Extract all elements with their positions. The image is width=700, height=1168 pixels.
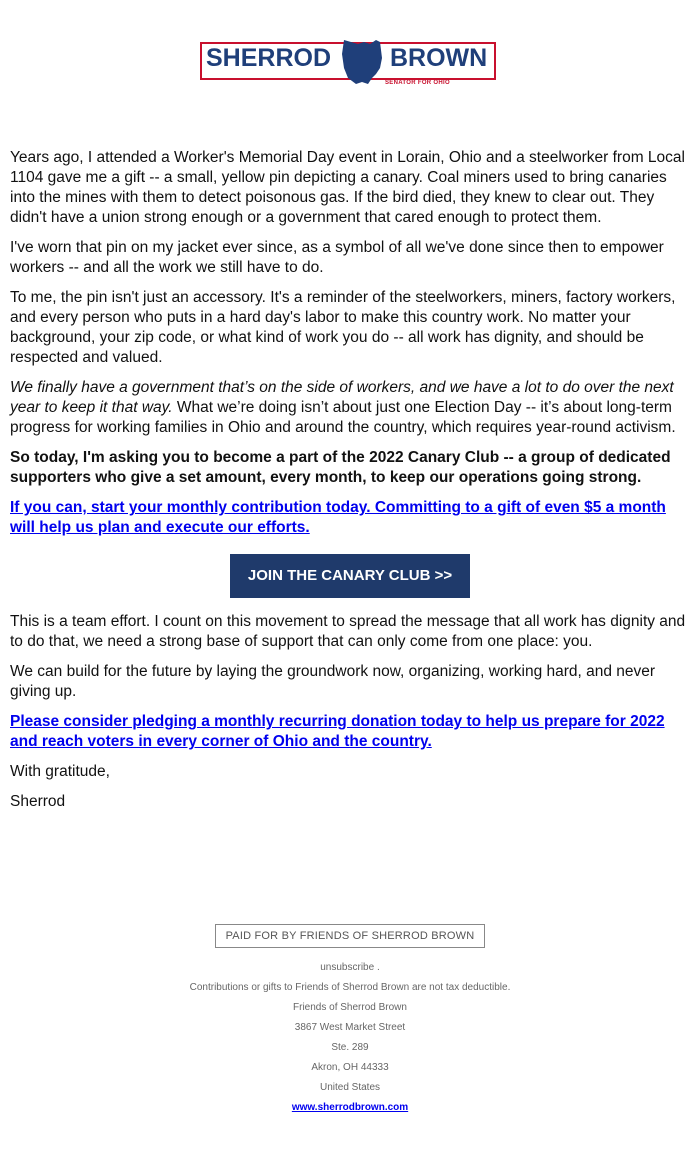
message-content	[10, 148, 690, 822]
logo-subtitle: SENATOR FOR OHIO	[385, 80, 450, 86]
paragraph-7: We can build for the future by laying the groundwork now, organizing, working hard, and never giving up.	[10, 663, 656, 700]
paragraph-4-rest: What we’re doing isn’t about just one Election Day -- it’s about long-term progress for working families in Ohio and around the country, which requires year-round activism.	[10, 399, 676, 436]
logo-last-name: BROWN	[390, 44, 488, 72]
signoff: With gratitude,	[10, 763, 110, 780]
tax-disclaimer: Contributions or gifts to Friends of Sherrod Brown are not tax deductible.	[189, 982, 511, 993]
pledge-donation-link[interactable]: Please consider pledging a monthly recurring donation today to help us prepare for 2022 and reach voters in every corner of Ohio and the country.	[10, 713, 665, 750]
paragraph-1: Years ago, I attended a Worker's Memorial Day event in Lorain, Ohio and a steelworker from Local 1104 gave me a gift -- a small, yellow pin depicting a canary. Coal miners used to bring canaries into the mines with them to detect poisonous gas. If the bird died, they knew to clear out. They didn't have a union strong enough or a government that cared enough to protect them.	[10, 149, 685, 226]
address-suite: Ste. 289	[331, 1042, 369, 1053]
unsubscribe-link[interactable]: unsubscribe .	[320, 962, 380, 973]
paid-for-disclaimer: PAID FOR BY FRIENDS OF SHERROD BROWN	[215, 924, 486, 948]
paragraph-6: This is a team effort. I count on this movement to spread the message that all work has dignity and to do that, we need a strong base of support that can only come from one place: you.	[10, 613, 686, 650]
paragraph-link-1	[10, 498, 690, 538]
ohio-state-icon	[340, 38, 386, 86]
campaign-logo	[200, 38, 500, 90]
email-footer	[0, 924, 700, 1118]
address-street: 3867 West Market Street	[294, 1022, 406, 1033]
address-city: Akron, OH 44333	[311, 1062, 389, 1073]
org-name: Friends of Sherrod Brown	[293, 1002, 407, 1013]
website-link[interactable]: www.sherrodbrown.com	[291, 1102, 409, 1113]
signature: Sherrod	[10, 793, 66, 810]
join-canary-club-button[interactable]: JOIN THE CANARY CLUB >>	[230, 554, 470, 598]
address-country: United States	[319, 1082, 381, 1093]
paragraph-2: I've worn that pin on my jacket ever since, as a symbol of all we've done since then to empower workers -- and all the work we still have to do.	[10, 239, 664, 276]
paragraph-3: To me, the pin isn't just an accessory. It's a reminder of the steelworkers, miners, factory workers, and every person who puts in a hard day's labor to make this country work. No matter your background, your zip code, or what kind of work you do -- all work has dignity, and should be respected and valued.	[10, 289, 676, 366]
logo-first-name: SHERROD	[206, 44, 332, 72]
cta-wrap	[10, 554, 690, 598]
paragraph-link-2	[10, 712, 690, 752]
paragraph-4-italic: We finally have a government that’s on the side of workers, and we have a lot to do over the next year to keep it that way.	[10, 379, 674, 416]
paragraph-5-ask: So today, I'm asking you to become a part of the 2022 Canary Club -- a group of dedicated supporters who give a set amount, every month, to keep our operations going strong.	[10, 449, 671, 486]
paragraph-4	[10, 378, 690, 438]
website-line	[0, 1098, 700, 1118]
monthly-contribution-link[interactable]: If you can, start your monthly contribution today. Committing to a gift of even $5 a month will help us plan and execute our efforts.	[10, 499, 666, 536]
